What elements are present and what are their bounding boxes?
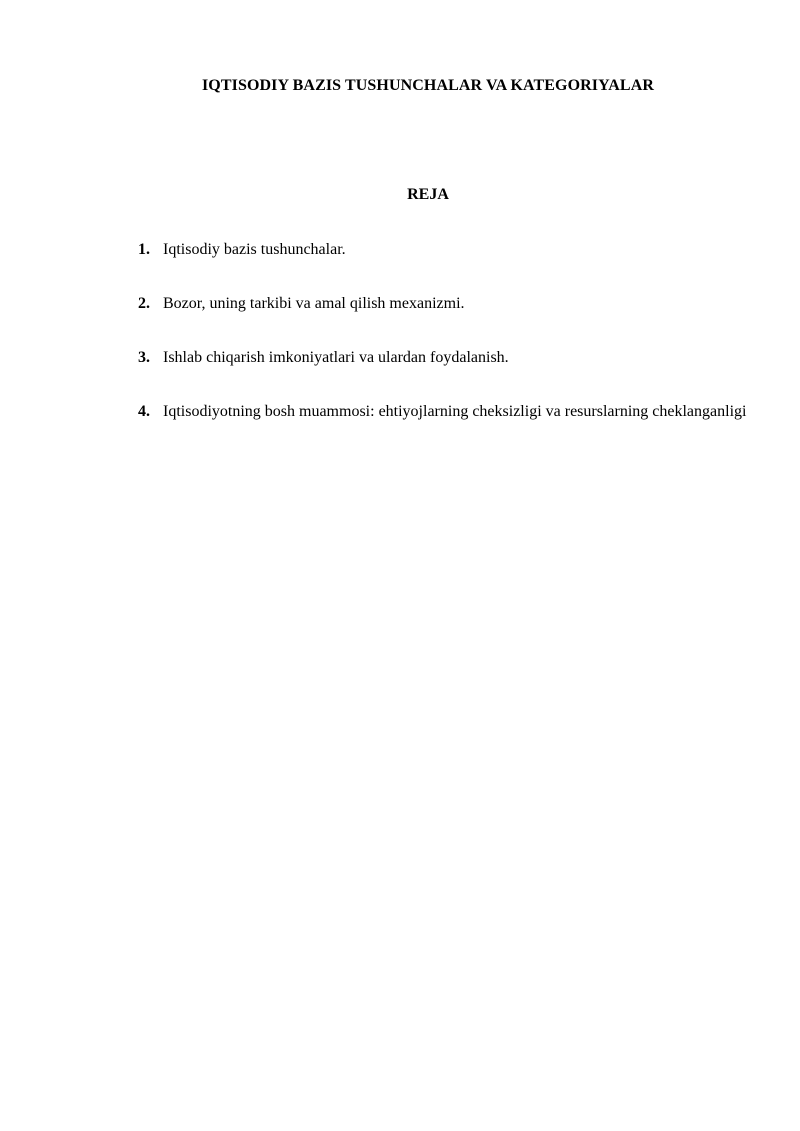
plan-item-1 [138, 223, 748, 277]
plan-heading: REJA [407, 186, 449, 203]
plan-item-number: 3. [138, 349, 150, 366]
plan-item-2 [138, 277, 748, 331]
plan-item-number: 1. [138, 241, 150, 258]
plan-item-text: Bozor, uning tarkibi va amal qilish mexanizmi. [163, 295, 465, 312]
plan-item-4 [138, 385, 748, 439]
plan-item-number: 4. [138, 403, 150, 420]
document-title: IQTISODIY BAZIS TUSHUNCHALAR VA KATEGORIYALAR [201, 77, 655, 94]
plan-item-3 [138, 331, 748, 385]
plan-item-number: 2. [138, 295, 150, 312]
plan-item-text: Iqtisodiyotning bosh muammosi: ehtiyojlarning cheksizligi va resurslarning cheklanganligi [163, 403, 747, 420]
plan-item-text: Iqtisodiy bazis tushunchalar. [163, 241, 346, 258]
plan-list [138, 240, 748, 439]
plan-item-text: Ishlab chiqarish imkoniyatlari va ulardan foydalanish. [163, 349, 509, 366]
